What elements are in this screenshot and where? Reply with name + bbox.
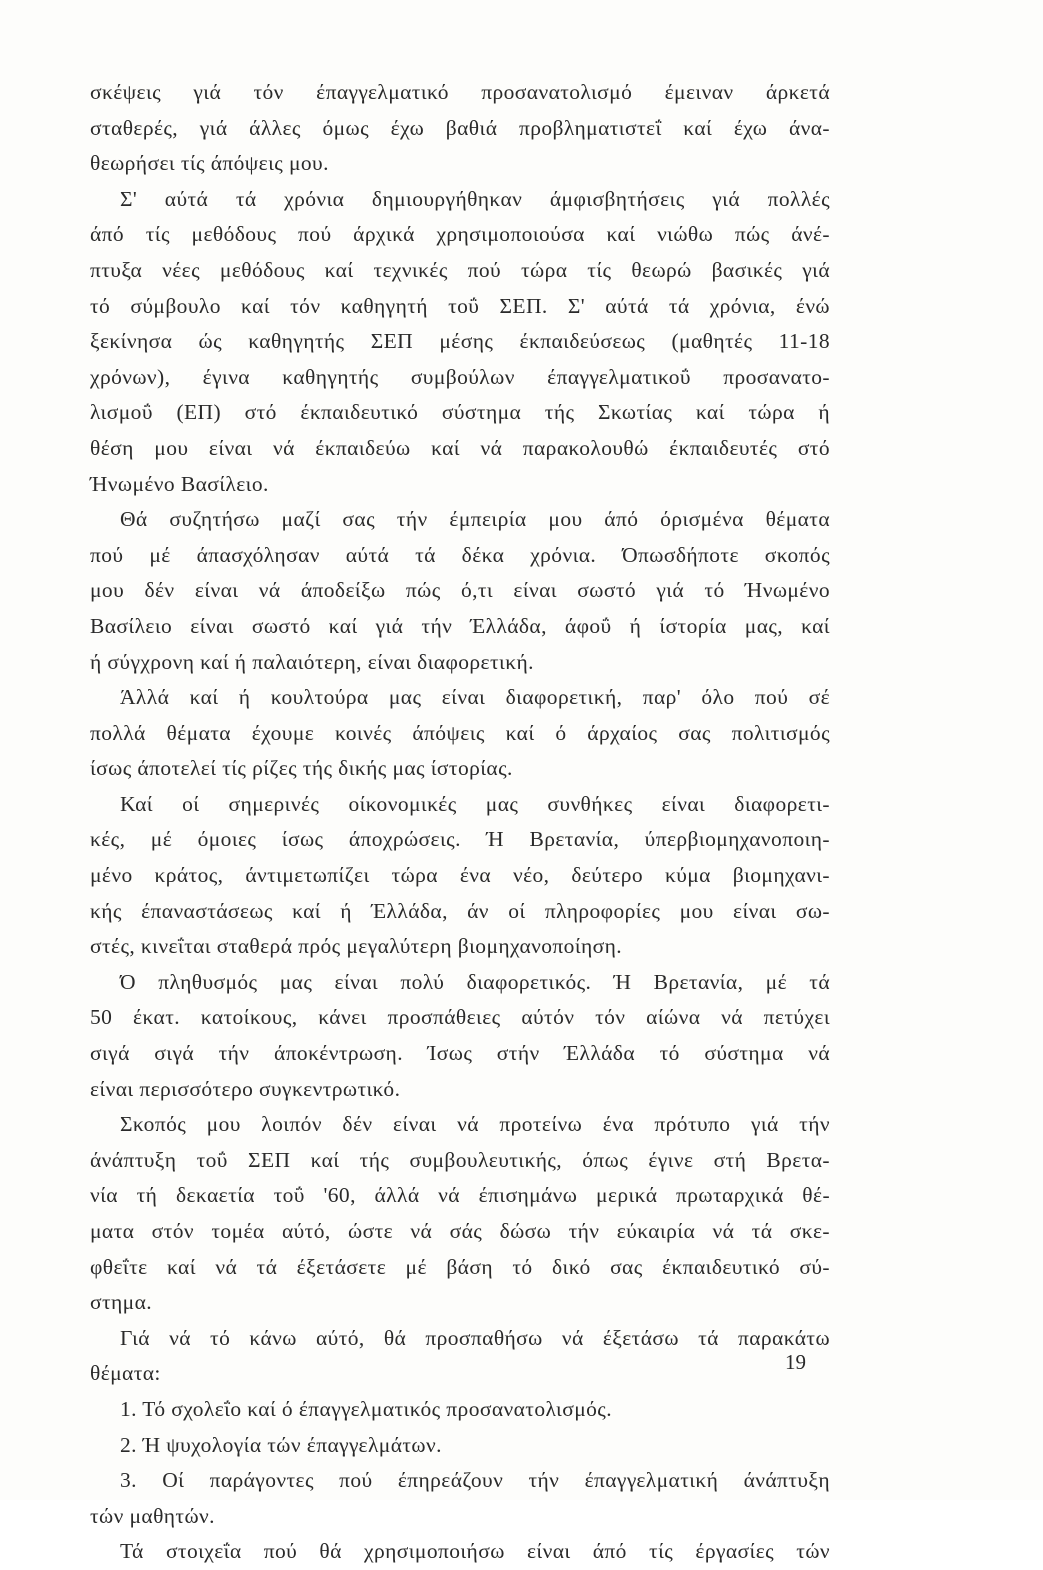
text-line: τό σύμβουλο καί τόν καθηγητή τοΰ ΣΕΠ. Σ' αύτά τά χρόνια, ένώ: [90, 293, 830, 318]
text-line: λισμοΰ (ΕΠ) στό έκπαιδευτικό σύστημα τής Σκωτίας καί τώρα ή: [90, 400, 830, 425]
text-line: άνάπτυξη τοΰ ΣΕΠ καί τής συμβουλευτικής, όπως έγινε στή Βρετα-: [90, 1147, 830, 1172]
text-line: ίσως άποτελεί τίς ρίζες τής δικής μας ίστορίας.: [90, 756, 513, 781]
text-line: Άλλά καί ή κουλτούρα μας είναι διαφορετική, παρ' όλο πού σέ: [120, 685, 830, 710]
text-line: τών μαθητών.: [90, 1503, 215, 1528]
text-line: σιγά σιγά τήν άποκέντρωση. Ίσως στήν Έλλάδα τό σύστημα νά: [90, 1041, 830, 1066]
text-line: μου δέν είναι νά άποδείξω πώς ό,τι είναι σωστό γιά τό Ήνωμένο: [90, 578, 830, 603]
page-number: 19: [785, 1350, 806, 1374]
text-line: χρόνων), έγινα καθηγητής συμβούλων έπαγγελματικοΰ προσανατο-: [90, 364, 830, 389]
text-line: Σ' αύτά τά χρόνια δημιουργήθηκαν άμφισβητήσεις γιά πολλές: [120, 186, 830, 211]
text-line: θέση μου είναι νά έκπαιδεύω καί νά παρακολουθώ έκπαιδευτές στό: [90, 435, 830, 460]
text-line: σκέψεις γιά τόν έπαγγελματικό προσανατολισμό έμειναν άρκετά: [90, 80, 830, 104]
text-line: μένο κράτος, άντιμετωπίζει τώρα ένα νέο, δεύτερο κύμα βιομηχανι-: [90, 863, 830, 888]
text-line: θεωρήσει τίς άπόψεις μου.: [90, 151, 329, 176]
text-line: ξεκίνησα ώς καθηγητής ΣΕΠ μέσης έκπαιδεύσεως (μαθητές 11-18: [90, 329, 830, 354]
text-line: Βασίλειο είναι σωστό καί γιά τήν Έλλάδα, άφοΰ ή ίστορία μας, καί: [90, 613, 830, 638]
text-line: Καί οί σημερινές οίκονομικές μας συνθήκες είναι διαφορετι-: [120, 791, 830, 816]
text-line: είναι περισσότερο συγκεντρωτικό.: [90, 1076, 401, 1101]
text-line: σταθερές, γιά άλλες όμως έχω βαθιά προβληματιστεΐ καί έχω άνα-: [90, 115, 830, 140]
text-line: Ό πληθυσμός μας είναι πολύ διαφορετικός. Ή Βρετανία, μέ τά: [120, 969, 830, 994]
text-line: Γιά νά τό κάνω αύτό, θά προσπαθήσω νά έξετάσω τά παρακάτω: [120, 1325, 830, 1350]
text-line: στές, κινεΐται σταθερά πρός μεγαλύτερη βιομηχανοποίηση.: [90, 934, 623, 959]
text-line: ή σύγχρονη καί ή παλαιότερη, είναι διαφορετική.: [90, 649, 534, 674]
text-line: πτυξα νέες μεθόδους καί τεχνικές πού τώρα τίς θεωρώ βασικές γιά: [90, 257, 830, 282]
text-line: νία τή δεκαετία τοΰ '60, άλλά νά έπισημάνω μερικά πρωταρχικά θέ-: [90, 1183, 830, 1208]
text-line: στημα.: [90, 1290, 153, 1315]
text-line: Σκοπός μου λοιπόν δέν είναι νά προτείνω ένα πρότυπο γιά τήν: [120, 1112, 830, 1137]
text-line: κής έπαναστάσεως καί ή Έλλάδα, άν οί πληροφορίες μου είναι σω-: [90, 898, 830, 923]
text-line: 1. Τό σχολεΐο καί ό έπαγγελματικός προσανατολισμός.: [120, 1396, 612, 1421]
text-line: Ήνωμένο Βασίλειο.: [90, 471, 269, 496]
body-text: [90, 75, 830, 1570]
text-line: ματα στόν τομέα αύτό, ώστε νά σάς δώσω τήν εύκαιρία νά τά σκε-: [90, 1219, 830, 1243]
text-line: άπό τίς μεθόδους πού άρχικά χρησιμοποιούσα καί νιώθω πώς άνέ-: [90, 222, 830, 247]
text-line: 2. Ή ψυχολογία τών έπαγγελμάτων.: [120, 1432, 442, 1457]
text-line: πού μέ άπασχόλησαν αύτά τά δέκα χρόνια. Όπωσδήποτε σκοπός: [90, 542, 830, 567]
text-line: κές, μέ όμοιες ίσως άποχρώσεις. Ή Βρετανία, ύπερβιομηχανοποιη-: [90, 827, 830, 852]
text-line: 3. Οί παράγοντες πού έπηρεάζουν τήν έπαγγελματική άνάπτυξη: [120, 1468, 830, 1493]
text-line: 50 έκατ. κατοίκους, κάνει προσπάθειες αύτόν τόν αίώνα νά πετύχει: [90, 1005, 830, 1030]
text-line: πολλά θέματα έχουμε κοινές άπόψεις καί ό άρχαίος σας πολιτισμός: [90, 720, 830, 745]
text-line: Θά συζητήσω μαζί σας τήν έμπειρία μου άπό όρισμένα θέματα: [120, 507, 830, 532]
text-line: Τά στοιχεΐα πού θά χρησιμοποιήσω είναι άπό τίς έργασίες τών: [120, 1539, 830, 1564]
text-line: θέματα:: [90, 1361, 161, 1386]
text-line: φθεΐτε καί νά τά έξετάσετε μέ βάση τό δικό σας έκπαιδευτικό σύ-: [90, 1254, 830, 1279]
